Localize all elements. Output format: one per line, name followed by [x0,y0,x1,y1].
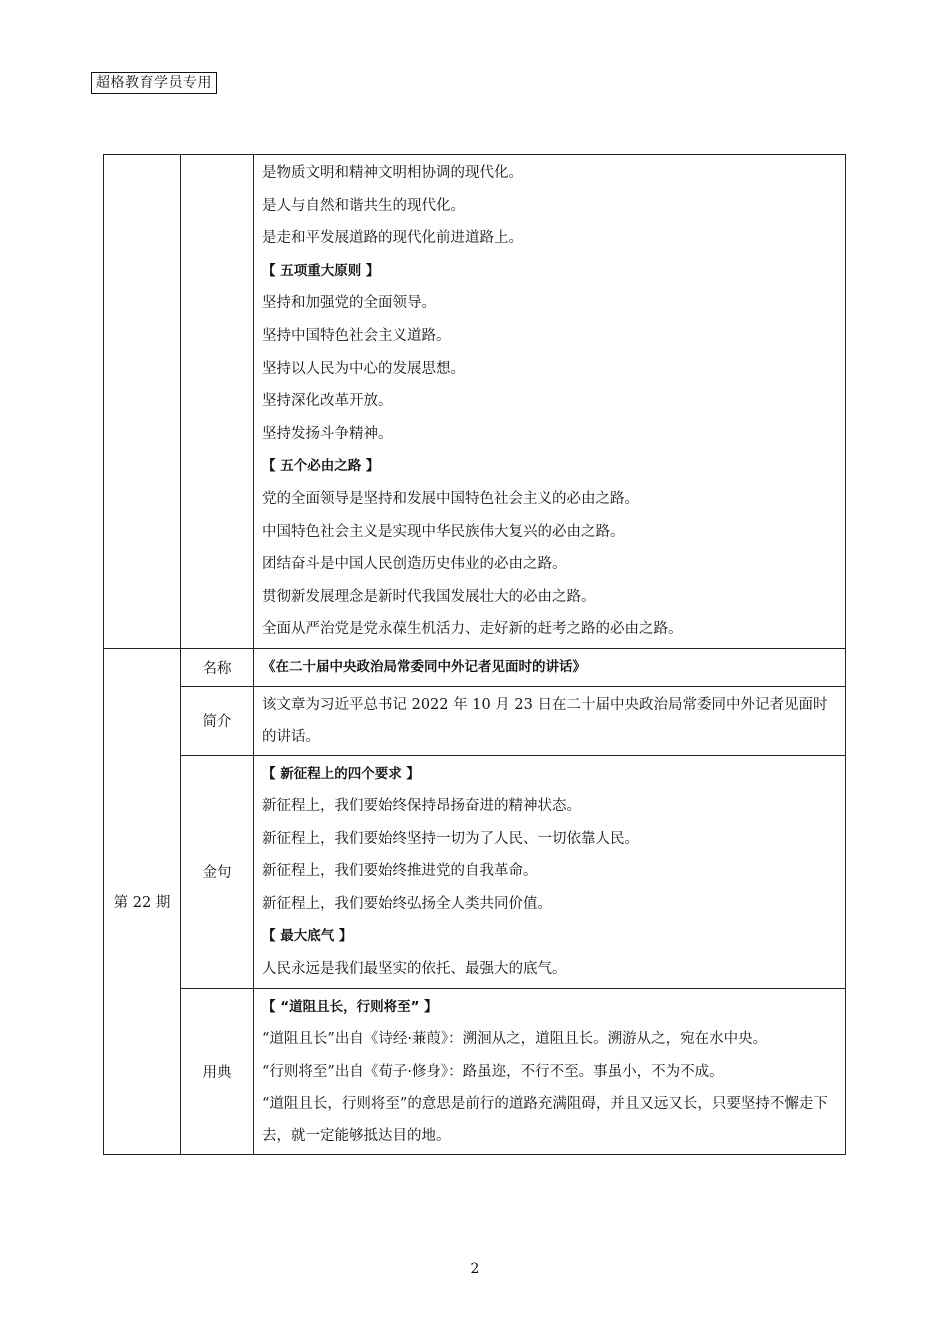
continued-line-2: 是人与自然和谐共生的现代化。 [262,197,465,214]
continued-line-13: 团结奋斗是中国人民创造历史伟业的必由之路。 [262,556,567,573]
continued-line-7: 坚持以人民为中心的发展思想。 [262,360,465,377]
continued-line-11: 党的全面领导是坚持和发展中国特色社会主义的必由之路。 [262,490,639,507]
continued-line-15: 全面从严治党是党永葆生机活力、走好新的赶考之路的必由之路。 [262,621,683,638]
continued-lines [262,157,839,646]
name-label: 名称 [181,648,254,686]
article-title: 《在二十届中央政治局常委同中外记者见面时的讲话》 [262,658,586,675]
quote-line-1: 【 新征程上的四个要求 】 [262,765,420,782]
continued-content [254,155,846,649]
quote-line-2: 新征程上，我们要始终保持昂扬奋进的精神状态。 [262,798,581,815]
quotes-cell [254,755,846,988]
table-row-continued [104,155,846,649]
quote-line-7: 人民永远是我们最坚实的依托、最强大的底气。 [262,961,567,978]
content-table [103,154,846,1155]
quote-line-5: 新征程上，我们要始终弘扬全人类共同价值。 [262,895,552,912]
continued-line-6: 坚持中国特色社会主义道路。 [262,327,451,344]
allusion-paragraph: “道阻且长，行则将至”的意思是前行的道路充满阻碍，并且又远又长，只要坚持不懈走下去，就一定能够抵达目的地。 [262,1096,828,1145]
page-number: 2 [470,1261,480,1277]
continued-line-3: 是走和平发展道路的现代化前进道路上。 [262,230,523,247]
allusion-label: 用典 [181,988,254,1155]
quote-line-6: 【 最大底气 】 [262,928,353,945]
issue-cell-empty [104,155,181,649]
quotes-lines [262,758,839,986]
intro-label: 简介 [181,686,254,755]
continued-line-14: 贯彻新发展理念是新时代我国发展壮大的必由之路。 [262,588,596,605]
continued-line-12: 中国特色社会主义是实现中华民族伟大复兴的必由之路。 [262,523,625,540]
continued-line-8: 坚持深化改革开放。 [262,393,393,410]
issue-label: 第 22 期 [104,648,181,1155]
continued-line-10: 【 五个必由之路 】 [262,458,380,475]
allusion-line-1: “道阻且长”出自《诗经·蒹葭》：溯洄从之，道阻且长。溯游从之，宛在水中央。 [262,1031,768,1048]
table-row-intro [104,686,846,755]
header-stamp: 超格教育学员专用 [91,72,217,94]
allusion-cell [254,988,846,1155]
quote-line-3: 新征程上，我们要始终坚持一切为了人民、一切依靠人民。 [262,830,639,847]
continued-line-9: 坚持发扬斗争精神。 [262,425,393,442]
continued-line-1: 是物质文明和精神文明相协调的现代化。 [262,165,523,181]
quote-line-4: 新征程上，我们要始终推进党的自我革命。 [262,863,538,880]
name-value [254,648,846,686]
table-row-allusion [104,988,846,1155]
continued-line-5: 坚持和加强党的全面领导。 [262,295,436,312]
section-cell-empty [181,155,254,649]
intro-cell [254,686,846,755]
table-row-name [104,648,846,686]
allusion-heading: 【 “道阻且长，行则将至” 】 [262,998,438,1015]
table-row-quotes [104,755,846,988]
allusion-line-2: “行则将至”出自《荀子·修身》：路虽迩，不行不至。事虽小，不为不成。 [262,1063,724,1080]
continued-line-4: 【 五项重大原则 】 [262,262,380,279]
intro-text: 该文章为习近平总书记 2022 年 10 月 23 日在二十届中央政治局常委同中外记者见面时的讲话。 [262,696,828,745]
quotes-label: 金句 [181,755,254,988]
